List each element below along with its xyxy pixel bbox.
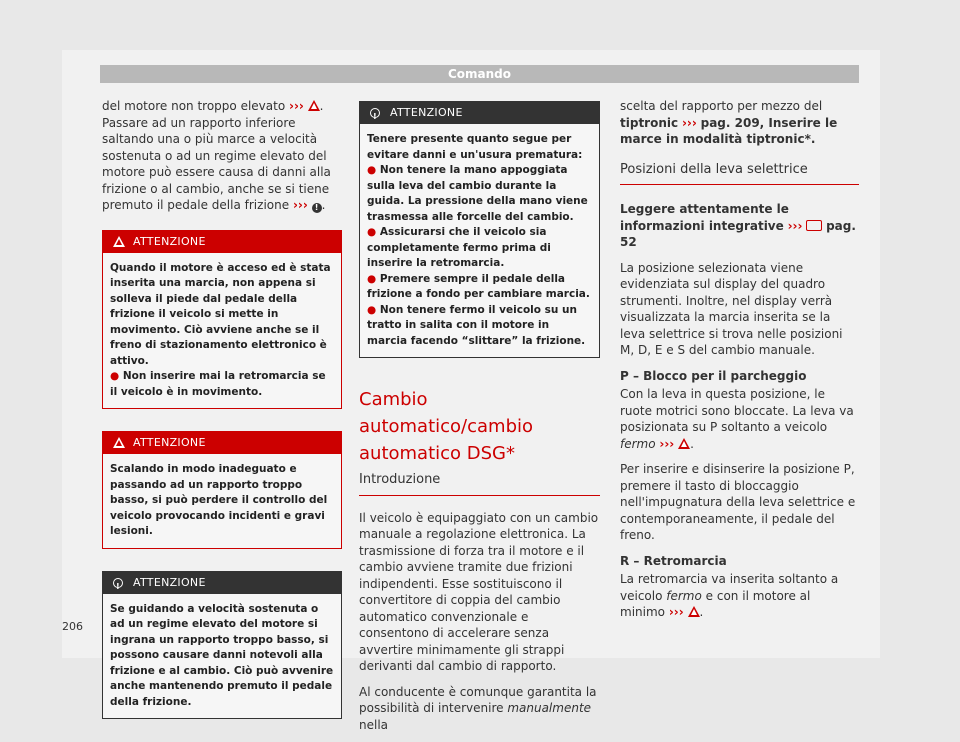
intro-paragraph: del motore non troppo elevato ››› . Passare ad un rapporto inferiore saltando una o più marce a velocità sostenuta o ad un regime elevato del motore può essere causa di danni alla frizione o al cambio, anche se si tiene premuto il pedale della frizione ››› ! .: [102, 99, 331, 212]
bullet: ●: [367, 164, 377, 176]
warning-box-1: [102, 230, 342, 410]
section-heading: Posizioni della leva selettrice: [620, 162, 859, 186]
ref-arrow: ›››: [681, 115, 697, 130]
ref-arrow: ›››: [659, 436, 675, 451]
warning-icon: [678, 438, 690, 449]
paragraph: Il veicolo è equipaggiato con un cambio manuale a regolazione elettronica. La trasmissione di forza tra il motore e il cambio avviene tramite due frizioni indipendenti. Esse sostituiscono il convertitore di coppia del cambio automatico convenzionale e consentono di accelerare senza avvertire minimamente gli strappi derivanti dal cambio di rapporto.: [359, 510, 599, 673]
bullet: ●: [367, 226, 377, 238]
subheading: R – Retromarcia: [620, 553, 727, 568]
warning-icon: [688, 606, 700, 617]
warning-icon: [113, 236, 125, 247]
column-2: [359, 101, 600, 742]
paragraph: Al conducente è comunque garantita la possibilità di intervenire manualmente nella: [359, 684, 597, 732]
ref-arrow: ›››: [787, 218, 803, 233]
caution-box-body: Se guidando a velocità sostenuta o ad un regime elevato del motore si ingrana un rapporto troppo basso, si possono causare danni notevoli alla frizione e al cambio. Ciò può avvenire anche mantenendo premuto il pedale della frizione.: [110, 602, 334, 708]
paragraph: Per inserire e disinserire la posizione P, premere il tasto di bloccaggio nell'impugnatura della leva selettrice e contemporaneamente, il pedale del freno.: [620, 462, 856, 542]
subheading: P – Blocco per il parcheggio: [620, 368, 807, 383]
warning-box-body: Scalando in modo inadeguato e passando ad un rapporto troppo basso, si può perdere il controllo del veicolo provocando incidenti e gravi lesioni.: [110, 463, 328, 537]
warning-box-2: [102, 431, 342, 549]
note-icon: !: [312, 203, 322, 213]
warning-icon: [113, 437, 125, 448]
page-number: 206: [62, 620, 83, 633]
paragraph: scelta del rapporto per mezzo del tiptronic ››› pag. 209, Inserire le marce in modalità tiptronic*.: [620, 99, 838, 146]
caution-icon: [370, 108, 380, 118]
paragraph: Con la leva in questa posizione, le ruote motrici sono bloccate. La leva va posizionata su P soltanto a veicolo fermo ››› .: [620, 387, 854, 451]
ref-arrow: ›››: [668, 605, 684, 619]
ref-arrow: ›››: [292, 198, 308, 212]
paragraph: Leggere attentamente le informazioni integrative ››› pag. 52: [620, 202, 856, 249]
bullet: ●: [367, 272, 377, 285]
page-header: Comando: [100, 65, 859, 83]
paragraph: La posizione selezionata viene evidenziata sul display del quadro strumenti. Inoltre, nel display verrà visualizzata la marcia inserita se la leva selettrice si trova nelle posizioni M, D, E e S del cambio manuale.: [620, 260, 843, 357]
caution-box-header: ! ATTENZIONE: [103, 572, 341, 594]
paragraph: La retromarcia va inserita soltanto a veicolo fermo e con il motore al minimo ››› .: [620, 572, 839, 619]
caution-icon: [113, 578, 123, 588]
page-reference: pag. 209, Inserire le marce in modalità tiptronic*.: [620, 115, 838, 146]
warning-box-body: Quando il motore è acceso ed è stata inserita una marcia, non appena si solleva il piede dal pedale della frizione il veicolo si mette in movimento. Ciò avviene anche se il freno di stazionamento elettronico è attivo. ● Non inserire mai la retromarcia se il veicolo è in movimento.: [110, 261, 331, 398]
warning-box-header: ATTENZIONE: [103, 432, 341, 454]
warning-icon: [308, 100, 320, 111]
page-reference: pag. 52: [620, 218, 856, 249]
column-3: [620, 98, 859, 630]
ref-arrow: ›››: [289, 99, 304, 113]
bullet: ●: [367, 303, 377, 316]
section-heading: Cambio automatico/cambio automatico DSG*: [359, 389, 534, 464]
book-icon: [806, 220, 822, 231]
caution-box: [359, 101, 600, 358]
column-1: [102, 98, 342, 735]
caution-box-header: ! ATTENZIONE: [360, 102, 599, 124]
caution-box: [102, 571, 342, 720]
section-subheading: Introduzione: [359, 472, 600, 496]
bullet: ●: [110, 370, 120, 382]
caution-box-body: Tenere presente quanto segue per evitare danni e un'usura prematura: ● Non tenere la mano appoggiata sulla leva del cambio durante la guida. La pressione della mano viene trasmessa alle forcelle del cambio. ● Assicurarsi che il veicolo sia completamente fermo prima di inserire la retromarcia. ● Premere sempre il pedale della frizione a fondo per cambiare marcia. ● Non tenere fermo il veicolo su un tratto in salita con il motore in marcia facendo “slittare” la frizione.: [367, 133, 590, 347]
warning-box-header: ATTENZIONE: [103, 231, 341, 253]
